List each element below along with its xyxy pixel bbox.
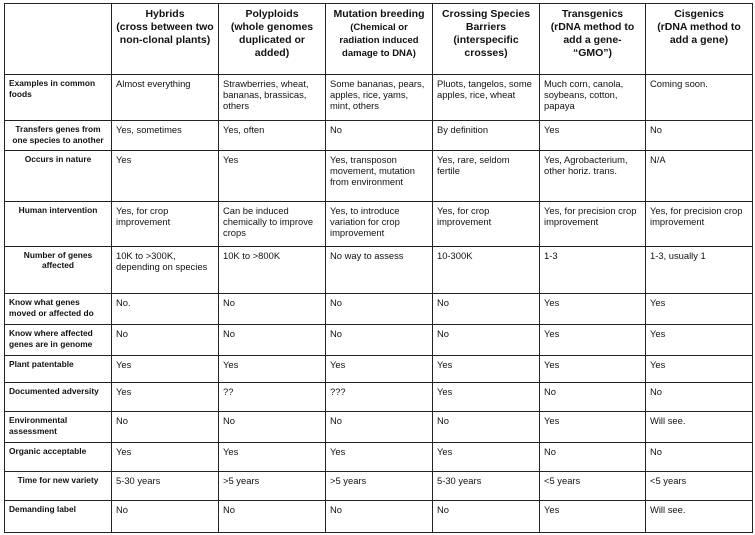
table-cell: Yes, often [219,121,326,151]
column-subtitle: (whole genomes duplicated or added) [230,21,314,59]
table-cell: Yes [112,383,219,412]
row-label: Know where affected genes are in genome [5,325,112,355]
table-cell: Yes, Agrobacterium, other horiz. trans. [540,151,646,202]
table-cell: <5 years [646,471,753,500]
table-cell: Yes, to introduce variation for crop improvement [326,201,433,246]
table-row [5,412,753,442]
table-row [5,471,753,500]
table-cell: No [112,325,219,355]
table-cell: 10-300K [433,246,540,293]
table-cell: Yes [112,355,219,383]
row-label: Know what genes moved or affected do [5,294,112,325]
table-cell: No [433,500,540,532]
table-cell: Yes, transposon movement, mutation from environment [326,151,433,202]
column-header [646,4,753,75]
row-label: Time for new variety [5,471,112,500]
table-cell: Yes [540,325,646,355]
column-subtitle: (rDNA method to add a gene- “GMO”) [550,21,635,59]
table-cell: Yes, for crop improvement [112,201,219,246]
table-cell: N/A [646,151,753,202]
table-cell: Yes [219,355,326,383]
table-cell: ??? [326,383,433,412]
table-cell: Strawberries, wheat, bananas, brassicas, others [219,75,326,121]
table-row [5,355,753,383]
table-row [5,75,753,121]
table-cell: No way to assess [326,246,433,293]
table-cell: >5 years [326,471,433,500]
column-title: Crossing Species Barriers [441,8,531,33]
table-cell: No [326,500,433,532]
column-header [433,4,540,75]
table-cell: No [219,325,326,355]
column-title: Mutation breeding [333,8,425,20]
table-cell: 5-30 years [433,471,540,500]
table-cell: Yes [433,383,540,412]
table-cell: No [646,121,753,151]
row-label: Documented adversity [5,383,112,412]
table-cell: Will see. [646,500,753,532]
corner-cell [5,4,112,75]
table-cell: Yes [112,151,219,202]
table-cell: 10K to >300K, depending on species [112,246,219,293]
table-cell: No [540,383,646,412]
table-row [5,151,753,202]
table-cell: Yes, for precision crop improvement [540,201,646,246]
table-cell: Yes [646,355,753,383]
table-cell: Yes [219,151,326,202]
table-cell: Much corn, canola, soybeans, cotton, papaya [540,75,646,121]
table-cell: Yes [540,500,646,532]
row-label: Organic acceptable [5,442,112,471]
row-label: Occurs in nature [5,151,112,202]
column-subtitle: (cross between two non-clonal plants) [116,21,214,46]
table-cell: 1-3, usually 1 [646,246,753,293]
table-cell: No [540,442,646,471]
table-cell: No [219,500,326,532]
column-title: Cisgenics [674,8,724,20]
column-title: Transgenics [561,8,624,20]
table-cell: No [112,500,219,532]
column-header [540,4,646,75]
row-label: Number of genes affected [5,246,112,293]
table-cell: No [646,442,753,471]
table-cell: Yes [433,355,540,383]
table-cell: Yes, sometimes [112,121,219,151]
table-cell: Yes [219,442,326,471]
table-cell: Yes [646,294,753,325]
table-body [5,75,753,533]
table-cell: >5 years [219,471,326,500]
column-subtitle: (interspecific crosses) [453,34,519,59]
row-label: Plant patentable [5,355,112,383]
table-row [5,201,753,246]
table-row [5,500,753,532]
table-cell: No [219,412,326,442]
table-cell: Yes, rare, seldom fertile [433,151,540,202]
table-cell: No [433,294,540,325]
table-row [5,442,753,471]
table-cell: Almost everything [112,75,219,121]
column-title: Polyploids [245,8,299,20]
row-label: Environmental assessment [5,412,112,442]
table-cell: Yes [326,442,433,471]
table-cell: <5 years [540,471,646,500]
column-header [219,4,326,75]
table-cell: Yes [646,325,753,355]
table-cell: Some bananas, pears, apples, rice, yams, mint, others [326,75,433,121]
row-label: Demanding label [5,500,112,532]
table-cell: 1-3 [540,246,646,293]
table-row [5,325,753,355]
table-cell: Coming soon. [646,75,753,121]
row-label: Human intervention [5,201,112,246]
table-cell: No [433,325,540,355]
table-row [5,246,753,293]
comparison-table [4,3,753,533]
table-cell: Will see. [646,412,753,442]
row-label: Transfers genes from one species to another [5,121,112,151]
row-label: Examples in common foods [5,75,112,121]
table-cell: No [219,294,326,325]
table-cell: ?? [219,383,326,412]
table-cell: No. [112,294,219,325]
table-cell: No [433,412,540,442]
table-row [5,383,753,412]
table-cell: Yes [540,121,646,151]
table-cell: No [326,325,433,355]
table-cell: No [326,294,433,325]
table-cell: Yes [540,412,646,442]
table-cell: No [112,412,219,442]
table-cell: No [646,383,753,412]
table-cell: Yes [326,355,433,383]
column-subtitle: (rDNA method to add a gene) [657,21,741,46]
table-cell: 10K to >800K [219,246,326,293]
table-cell: Can be induced chemically to improve crops [219,201,326,246]
table-row [5,121,753,151]
table-cell: 5-30 years [112,471,219,500]
table-cell: Yes, for crop improvement [433,201,540,246]
column-subtitle: (Chemical or radiation induced damage to DNA) [339,22,419,59]
table-cell: Yes, for precision crop improvement [646,201,753,246]
table-row [5,294,753,325]
column-header [326,4,433,75]
column-title: Hybrids [145,8,185,20]
table-cell: Yes [540,294,646,325]
table-cell: Yes [540,355,646,383]
header-row [5,4,753,75]
table-cell: Pluots, tangelos, some apples, rice, wheat [433,75,540,121]
table-cell: Yes [433,442,540,471]
table-cell: By definition [433,121,540,151]
table-cell: No [326,412,433,442]
column-header [112,4,219,75]
table-cell: No [326,121,433,151]
table-cell: Yes [112,442,219,471]
